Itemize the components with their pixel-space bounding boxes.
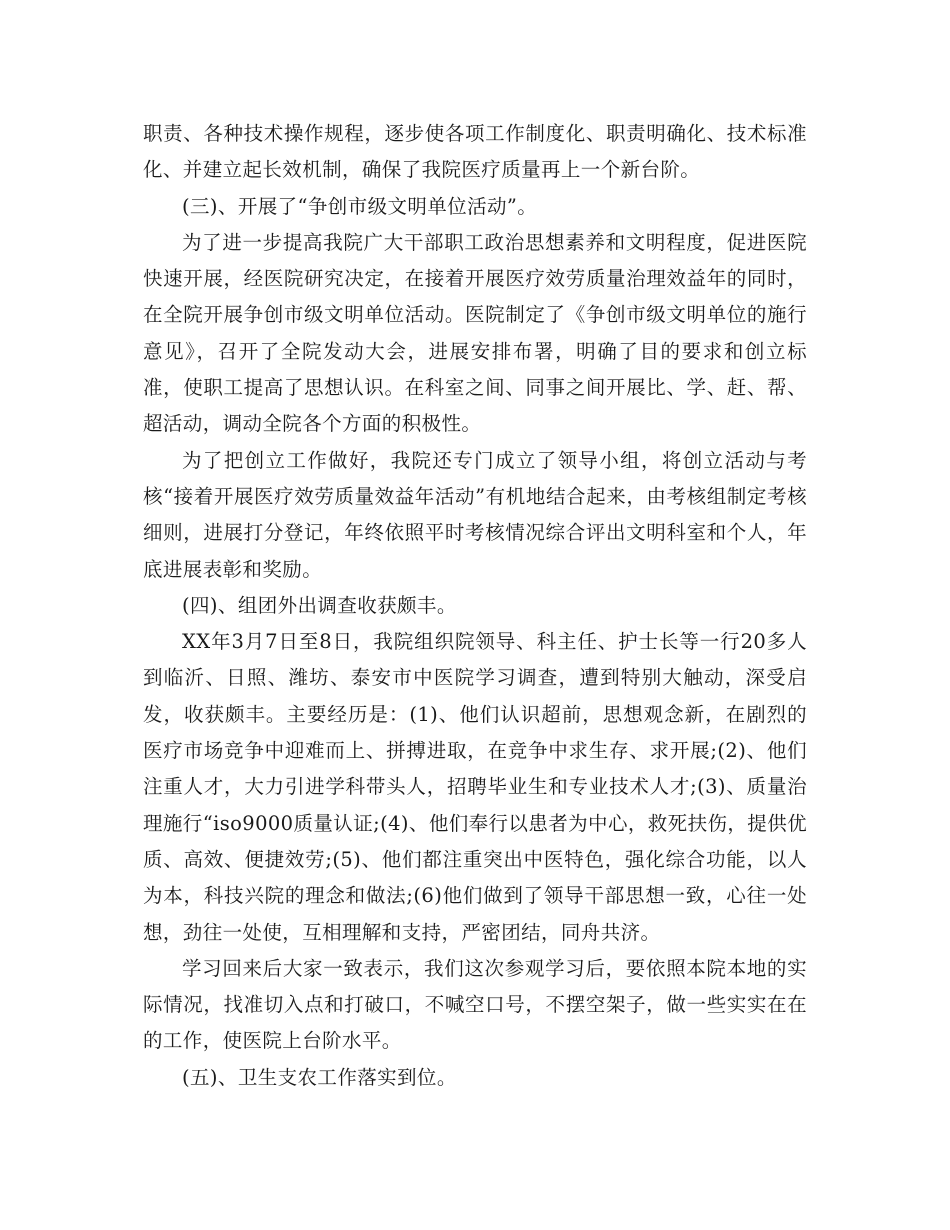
paragraph-leadership-group: 为了把创立工作做好，我院还专门成立了领导小组，将创立活动与考核“接着开展医疗效劳质量效益年活动”有机地结合起来，由考核组制定考核细则，进展打分登记，年终依照平时考核情况综合评出文明科室和个人，年底进展表彰和奖励。: [143, 448, 807, 581]
paragraph-continuation: 职责、各种技术操作规程，逐步使各项工作制度化、职责明确化、技术标准化、并建立起长效机制，确保了我院医疗质量再上一个新台阶。: [143, 122, 807, 182]
paragraph-civilization-campaign: 为了进一步提高我院广大干部职工政治思想素养和文明程度，促进医院快速开展，经医院研究决定，在接着开展医疗效劳质量治理效益年的同时，在全院开展争创市级文明单位活动。医院制定了《争创市级文明单位的施行意见》，召开了全院发动大会，进展安排布署，明确了目的要求和创立标准，使职工提高了思想认识。在科室之间、同事之间开展比、学、赶、帮、超活动，调动全院各个方面的积极性。: [143, 230, 807, 436]
section-heading-3: (三)、开展了“争创市级文明单位活动”。: [182, 194, 538, 218]
section-heading-5: (五)、卫生支农工作落实到位。: [182, 1065, 457, 1089]
paragraph-study-tour: XX年3月7日至8日，我院组织院领导、科主任、护士长等一行20多人到临沂、日照、潍坊、泰安市中医院学习调查，遭到特别大触动，深受启发，收获颇丰。主要经历是：(1)、他们认识超前，思想观念新，在剧烈的医疗市场竞争中迎难而上、拼搏进取，在竞争中求生存、求开展;(2)、他们注重人才，大力引进学科带头人，招聘毕业生和专业技术人才;(3)、质量治理施行“iso9000质量认证;(4)、他们奉行以患者为中心，救死扶伤，提供优质、高效、便捷效劳;(5)、他们都注重突出中医特色，强化综合功能，以人为本，科技兴院的理念和做法;(6)他们做到了领导干部思想一致，心往一处想，劲往一处使，互相理解和支持，严密团结，同舟共济。: [143, 630, 807, 944]
paragraph-after-study: 学习回来后大家一致表示，我们这次参观学习后，要依照本院本地的实际情况，找准切入点和打破口，不喊空口号，不摆空架子，做一些实实在在的工作，使医院上台阶水平。: [143, 956, 807, 1053]
section-heading-4: (四)、组团外出调查收获颇丰。: [182, 593, 457, 617]
document-body: [143, 116, 807, 1096]
